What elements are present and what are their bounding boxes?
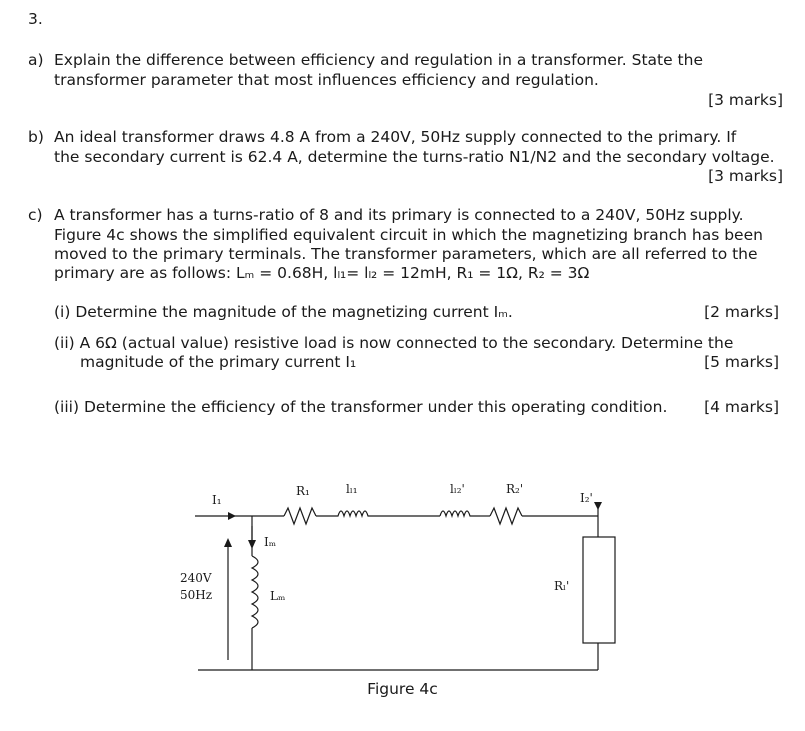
label-l2: lₗ₂': [450, 482, 465, 496]
part-a-label: a): [28, 51, 44, 69]
part-c-iii-marks: [4 marks]: [704, 398, 779, 416]
part-a-line-1: Explain the difference between efficiency and regulation in a transformer. State the: [54, 51, 703, 69]
label-im: Iₘ: [264, 535, 277, 549]
part-c-ii-line-2: magnitude of the primary current I₁: [80, 353, 357, 371]
part-b-line-1: An ideal transformer draws 4.8 A from a 240V, 50Hz supply connected to the primary. If: [54, 128, 737, 146]
part-c-line-1: A transformer has a turns-ratio of 8 and its primary is connected to a 240V, 50Hz supply.: [54, 206, 744, 224]
im-arrowhead: [248, 540, 256, 549]
label-r1: R₁: [296, 484, 310, 498]
part-c-line-2: Figure 4c shows the simplified equivalent circuit in which the magnetizing branch has been: [54, 226, 763, 244]
part-b-marks: [3 marks]: [708, 167, 783, 185]
part-c-ii-marks: [5 marks]: [704, 353, 779, 371]
part-c-label: c): [28, 206, 43, 224]
label-voltage: 240V: [180, 571, 212, 585]
voltage-arrowhead: [224, 538, 232, 547]
label-rl: Rₗ': [554, 579, 570, 593]
part-c-i-text: (i) Determine the magnitude of the magnetizing current Iₘ.: [54, 303, 513, 321]
inductor-l2: [440, 511, 480, 516]
label-i1: I₁: [212, 493, 222, 507]
part-a-marks: [3 marks]: [708, 91, 783, 109]
resistor-r1: [284, 508, 316, 524]
part-c-iii-text: (iii) Determine the efficiency of the transformer under this operating condition.: [54, 398, 668, 416]
part-c-ii-line-1: (ii) A 6Ω (actual value) resistive load is now connected to the secondary. Determine the: [54, 334, 734, 352]
label-i2: I₂': [580, 491, 593, 505]
question-number: 3.: [28, 10, 43, 28]
part-a-line-2: transformer parameter that most influences efficiency and regulation.: [54, 71, 599, 89]
i2-arrowhead: [594, 502, 602, 510]
part-b-line-2: the secondary current is 62.4 A, determine the turns-ratio N1/N2 and the secondary voltage.: [54, 148, 775, 166]
label-r2: R₂': [506, 482, 524, 496]
label-frequency: 50Hz: [180, 588, 213, 602]
label-lm: Lₘ: [270, 589, 286, 603]
figure-caption: Figure 4c: [367, 680, 438, 698]
part-c-line-4: primary are as follows: Lₘ = 0.68H, lₗ₁= lₗ₂ = 12mH, R₁ = 1Ω, R₂ = 3Ω: [54, 264, 590, 282]
inductor-l1: [316, 511, 374, 516]
i1-arrowhead: [228, 512, 236, 520]
label-l1: lₗ₁: [346, 482, 358, 496]
resistor-r2: [490, 508, 522, 524]
part-c-i-marks: [2 marks]: [704, 303, 779, 321]
part-c-line-3: moved to the primary terminals. The transformer parameters, which are all referred to the: [54, 245, 758, 263]
inductor-lm: [252, 556, 258, 628]
load-rl: [583, 537, 615, 643]
part-b-label: b): [28, 128, 44, 146]
